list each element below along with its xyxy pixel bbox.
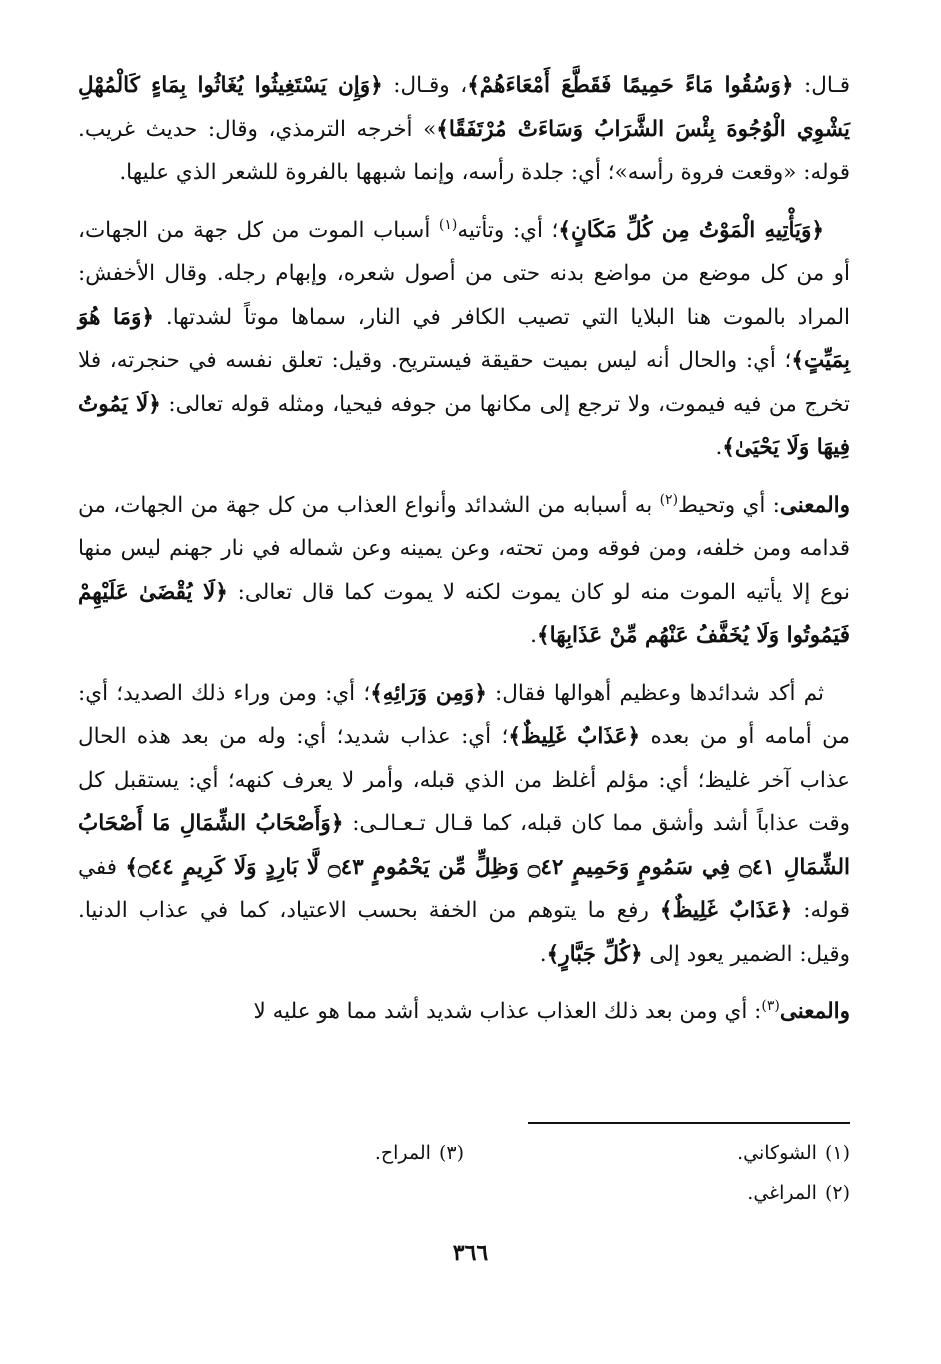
paragraph-5	[78, 990, 850, 1034]
p5-text-2: : أي ومن بعد ذلك العذاب عذاب شديد أشد مما هو عليه لا	[253, 999, 762, 1024]
paragraph-3	[78, 484, 850, 658]
p2-quran-verse-0: ﴿وَيَأْتِيهِ الْمَوْتُ مِن كُلِّ مَكَانٍ﴾	[558, 217, 824, 243]
footnote-3-text: المراح.	[374, 1142, 431, 1164]
footnote-3	[78, 1133, 464, 1173]
p4-quran-verse-1: ﴿وَمِن وَرَائِهِ﴾	[370, 680, 487, 706]
p3-footnote-ref-2: (٢)	[659, 491, 679, 508]
footnote-1-text: الشوكاني.	[737, 1142, 817, 1164]
p4-text-4: ؛ أي: عذاب شديد؛ أي: وله من بعد هذه الحال عذاب آخر غليظ؛ أي: مؤلم أغلظ من الذي قبله، وأمر لا يعرف كنهه؛ أي: يستقبل كل وقت عذاباً أشد وأشق مما كان قبله، كما قـال تـعـالـى:	[78, 724, 850, 836]
p3-text-1: : أي وتحيط	[678, 492, 780, 518]
p3-quran-verse-4: ﴿لَا يُقْضَىٰ عَلَيْهِمْ فَيَمُوتُوا وَلَا يُخَفَّفُ عَنْهُم مِّنْ عَذَابِهَا﴾	[78, 579, 850, 648]
paragraph-1	[78, 64, 850, 195]
p4-quran-verse-5: ﴿وَأَصْحَابُ الشِّمَالِ مَا أَصْحَابُ الشِّمَالِ ۝٤١ فِي سَمُومٍ وَحَمِيمٍ ۝٤٢ وَظِلٍّ مِّن يَحْمُومٍ ۝٤٣ لَّا بَارِدٍ وَلَا كَرِيمٍ ۝٤٤﴾	[78, 811, 851, 880]
p4-quran-verse-3: ﴿عَذَابٌ غَلِيظٌ﴾	[508, 724, 641, 749]
p1-text-0: قـال:	[793, 73, 850, 98]
p1-quran-verse-1: ﴿وَسُقُوا مَاءً حَمِيمًا فَقَطَّعَ أَمْعَاءَهُمْ﴾	[467, 73, 794, 98]
p2-quran-verse-6: ﴿لَا يَمُوتُ فِيهَا وَلَا يَحْيَىٰ﴾	[78, 391, 850, 460]
footnote-row-1	[78, 1133, 850, 1173]
p4-quran-verse-7: ﴿عَذَابٌ غَلِيظٌ﴾	[659, 898, 793, 923]
p4-text-8: رفع ما يتوهم من الخفة بحسب الاعتياد، كما في عذاب الدنيا. وقيل: الضمير يعود إلى	[78, 898, 850, 967]
footnote-row-2	[78, 1173, 850, 1213]
footnote-3-number: (٣)	[438, 1142, 464, 1164]
paragraph-4	[78, 672, 850, 977]
p4-quran-verse-9: ﴿كُلِّ جَبَّارٍ﴾	[546, 941, 643, 967]
p5-footnote-ref-1: (٣)	[761, 997, 780, 1014]
footnotes	[78, 1133, 850, 1213]
p4-text-2: ؛ أي: ومن وراء ذلك الصديد؛ أي: من أمامه أو من بعده	[78, 680, 850, 749]
footnote-2	[464, 1173, 850, 1213]
footnote-1	[464, 1133, 850, 1173]
p2-text-1: ؛ أي: وتأتيه	[457, 217, 559, 243]
p2-quran-verse-4: ﴿وَمَا هُوَ بِمَيِّتٍ﴾	[78, 304, 850, 373]
p3-text-3: به أسبابه من الشدائد وأنواع العذاب من كل جهة من الجهات، من قدامه ومن خلفه، ومن فوقه ومن تحته، وعن يمينه وعن شماله في نار جهنم ليس منها نوع إلا يأتيه الموت منه لو كان يموت لكنه لا يموت كما قال تعالى:	[78, 492, 850, 605]
p2-footnote-ref-2: (١)	[438, 216, 458, 233]
p3-text-5: .	[530, 623, 538, 648]
p4-text-10: .	[539, 941, 547, 967]
p3-bold-term-0: والمعنى	[779, 492, 850, 518]
page-number: ٣٦٦	[452, 1240, 489, 1266]
p1-text-4: » أخرجه الترمذي، وقال: حديث غريب. قوله: «وقعت فروة رأسه»؛ أي: جلدة رأسه، وإنما شبهها بالفروة للشعر الذي عليها.	[78, 116, 850, 185]
p2-text-7: .	[715, 435, 723, 460]
p5-bold-term-0: والمعنى	[779, 999, 850, 1024]
page-body	[78, 64, 850, 1048]
footnote-1-number: (١)	[824, 1142, 850, 1164]
p4-text-6: ففي قوله:	[78, 854, 851, 923]
p2-text-5: ؛ أي: والحال أنه ليس بميت حقيقة فيستريح. وقيل: تعلق نفسه في حنجرته، فلا تخرج من فيه فيموت، ولا ترجع إلى مكانها من جوفه فيحيا، ومثله قوله تعالى:	[78, 348, 850, 417]
p1-quran-verse-3: ﴿وَإِن يَسْتَغِيثُوا يُغَاثُوا بِمَاءٍ كَالْمُهْلِ يَشْوِي الْوُجُوهَ بِئْسَ الشَّرَابُ وَسَاءَتْ مُرْتَفَقًا﴾	[78, 73, 851, 142]
footnote-2-text: المراغي.	[747, 1182, 817, 1204]
p2-text-3: أسباب الموت من كل جهة من الجهات، أو من كل موضع من مواضع بدنه حتى من أصول شعره، وإبهام رجله. وقال الأخفش: المراد بالموت هنا البلايا التي تصيب الكافر في النار، سماها موتاً لشدتها.	[78, 217, 850, 330]
footnote-divider	[528, 1122, 850, 1124]
footnote-2-number: (٢)	[824, 1182, 850, 1204]
p1-text-2: ، وقـال:	[382, 73, 468, 98]
paragraph-2	[78, 209, 850, 470]
p4-text-0: ثم أكد شدائدها وعظيم أهوالها فقال:	[486, 680, 824, 706]
